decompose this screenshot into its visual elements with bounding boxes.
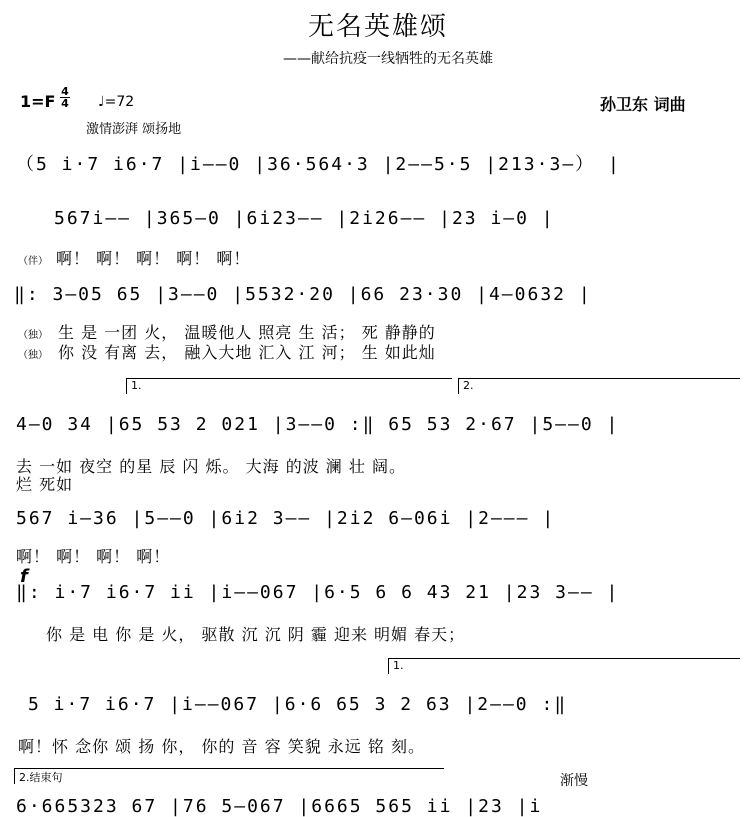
volta-bracket-1 <box>126 378 452 394</box>
lyric-line: 你 是 电 你 是 火， 驱散 沉 沉 阴 霾 迎来 明媚 春天； <box>46 625 466 644</box>
score-row: 6·665323 67 |76 5—067 |6665 565 ii |23 |i <box>16 796 543 817</box>
score-row: 5 i·7 i6·7 |i——067 |6·6 65 3 2 63 |2——0 :‖ <box>28 694 568 715</box>
volta-label: 1. <box>393 659 404 672</box>
ritardando-marking: 渐慢 <box>560 773 588 789</box>
solo-tag: （独） <box>18 350 48 361</box>
score-row: 4—0 34 |65 53 2 021 |3——0 :‖ 65 53 2·67 |5——0 | <box>16 414 620 435</box>
volta-label: 2. <box>463 379 474 392</box>
score-row: ‖: 3—05 65 |3——0 |5532·20 |66 23·30 |4—0632 | <box>14 284 592 305</box>
solo-tag: （独） <box>18 330 48 341</box>
lyric-line: 去 一如 夜空 的星 辰 闪 烁。 大海 的波 澜 壮 阔。 <box>16 457 406 476</box>
time-signature <box>60 86 70 109</box>
lyric-line: 生 是 一团 火， 温暖他人 照亮 生 活； 死 静静的 <box>58 323 436 342</box>
page-subtitle: ——献给抗疫一线牺牲的无名英雄 <box>283 51 493 67</box>
page-title: 无名英雄颂 <box>307 12 448 42</box>
accompaniment-tag: （伴） <box>18 256 48 267</box>
ending-label: 2.结束句 <box>19 771 63 784</box>
volta-bracket-1 <box>388 658 740 674</box>
lyric-line: 啊！ 啊！ 啊！ 啊！ <box>16 547 171 566</box>
dynamic-forte: f <box>20 566 28 587</box>
volta-bracket-2 <box>458 378 740 394</box>
key-signature: 1=F <box>20 92 56 111</box>
score-row: 567 i—36 |5——0 |6i2 3—— |2i2 6—06i |2——— | <box>16 508 556 529</box>
expression-marking: 激情澎湃 颂扬地 <box>86 122 182 137</box>
lyric-line: 啊！怀 念你 颂 扬 你， 你的 音 容 笑貌 永远 铭 刻。 <box>18 737 425 756</box>
volta-label: 1. <box>131 379 142 392</box>
lyric-line: 啊！ 啊！ 啊！ 啊！ 啊！ <box>56 249 251 268</box>
lyric-line: 你 没 有离 去， 融入大地 汇入 江 河； 生 如此灿 <box>58 343 436 362</box>
time-signature-top: 4 <box>61 85 69 98</box>
score-row: （5 i·7 i6·7 |i——0 |36·564·3 |2——5·5 |213·3—） | <box>16 154 621 175</box>
score-row: 567i—— |365—0 |6i23—— |2i26—— |23 i—0 | <box>54 208 555 229</box>
time-signature-bottom: 4 <box>61 97 69 110</box>
author-credit: 孙卫东 词曲 <box>600 95 686 114</box>
tempo-marking: ♩=72 <box>98 94 135 110</box>
lyric-line: 烂 死如 <box>16 475 74 494</box>
ending-bracket <box>14 768 444 784</box>
score-row: ‖: i·7 i6·7 ii |i——067 |6·5 6 6 43 21 |23 3—— | <box>16 582 620 603</box>
